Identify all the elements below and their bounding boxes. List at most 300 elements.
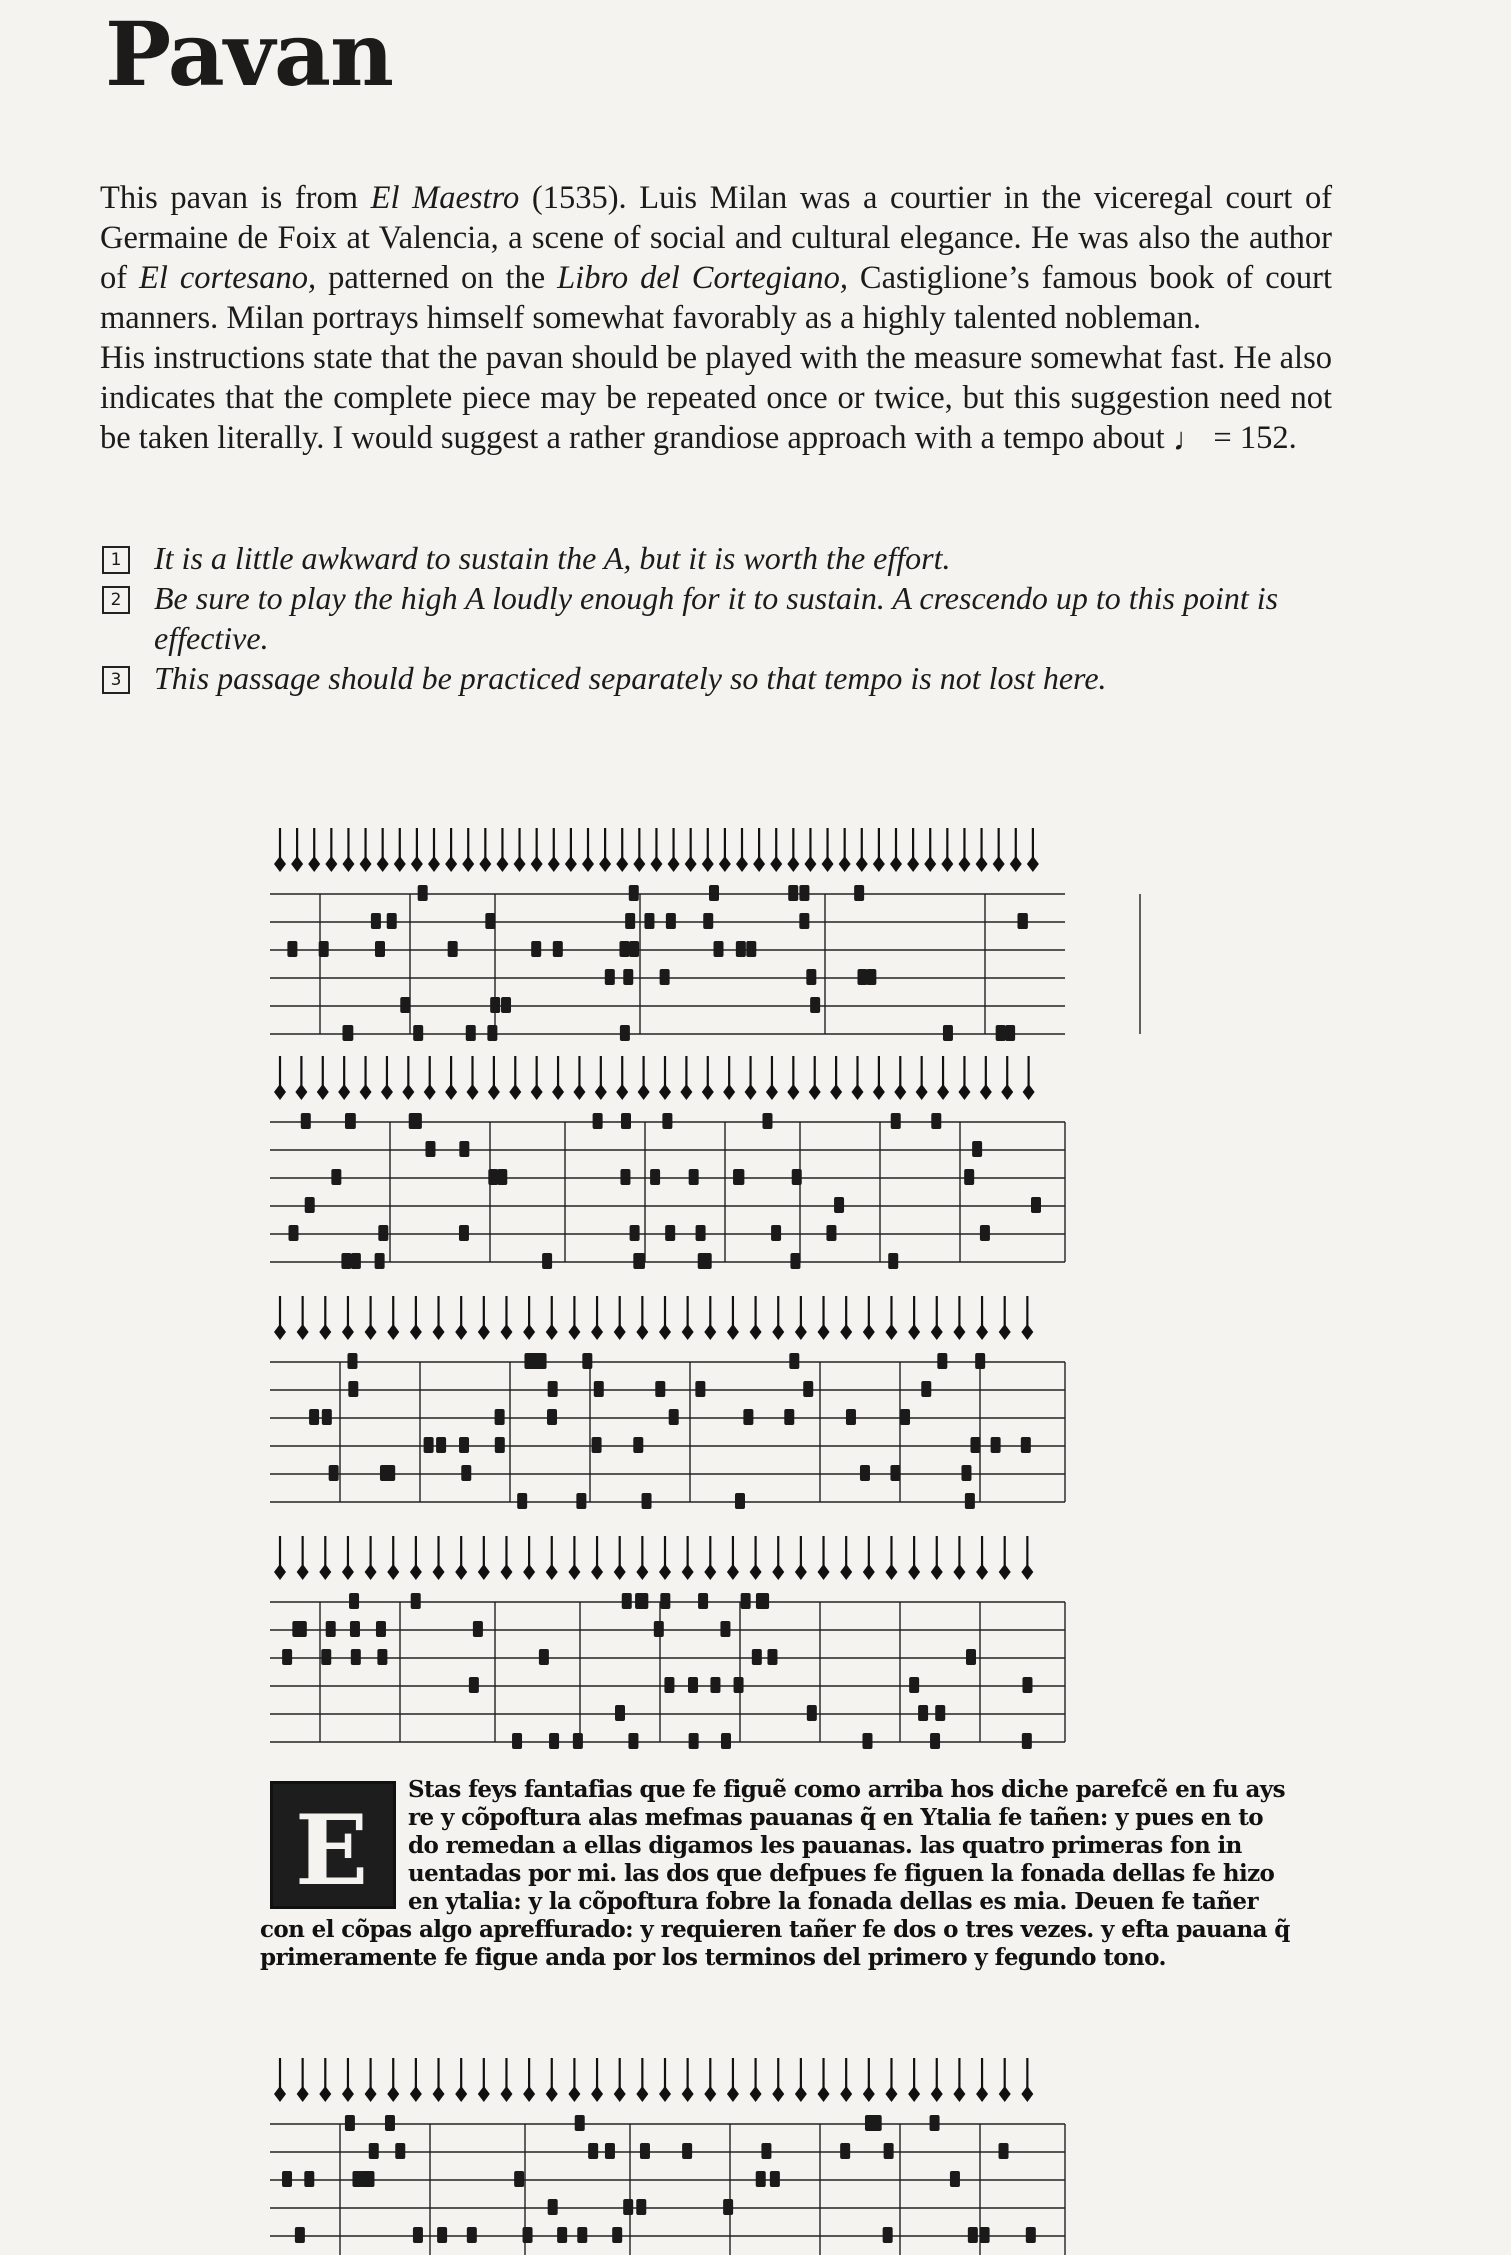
rhythm-head xyxy=(616,856,628,872)
fret-mark xyxy=(636,2199,646,2215)
fret-mark xyxy=(459,1141,469,1157)
fret-mark xyxy=(996,1025,1006,1041)
fret-mark xyxy=(810,997,820,1013)
rhythm-head xyxy=(840,1324,852,1340)
rhythm-head xyxy=(856,856,868,872)
fret-mark xyxy=(593,1113,603,1129)
rhythm-head xyxy=(319,1564,331,1580)
fret-mark xyxy=(806,969,816,985)
fret-mark xyxy=(576,1493,586,1509)
fret-mark xyxy=(350,1621,360,1637)
rhythm-head xyxy=(297,1324,309,1340)
fret-mark xyxy=(688,1677,698,1693)
fret-mark xyxy=(872,2115,882,2131)
rhythm-head xyxy=(478,2086,490,2102)
rhythm-head xyxy=(410,1324,422,1340)
fret-mark xyxy=(743,1409,753,1425)
rhythm-head xyxy=(873,1084,885,1100)
rhythm-head xyxy=(980,1084,992,1100)
fret-mark xyxy=(909,1677,919,1693)
fret-mark xyxy=(459,1437,469,1453)
fret-mark xyxy=(630,1225,640,1241)
rhythm-head xyxy=(342,2086,354,2102)
fret-mark xyxy=(573,1733,583,1749)
rhythm-head xyxy=(394,856,406,872)
rhythm-head xyxy=(993,856,1005,872)
rhythm-head xyxy=(387,1564,399,1580)
rhythm-head xyxy=(342,1324,354,1340)
tablature-image xyxy=(260,822,1290,2242)
fret-mark xyxy=(698,1593,708,1609)
fret-mark xyxy=(467,2227,477,2243)
rhythm-head xyxy=(410,1564,422,1580)
fret-mark xyxy=(650,1169,660,1185)
fret-mark xyxy=(395,2143,405,2159)
fret-mark xyxy=(346,1113,356,1129)
fret-mark xyxy=(424,1437,434,1453)
fret-mark xyxy=(1017,913,1027,929)
fret-mark xyxy=(495,1437,505,1453)
rhythm-head xyxy=(433,2086,445,2102)
fret-mark xyxy=(682,2143,692,2159)
fret-mark xyxy=(1021,1437,1031,1453)
fret-mark xyxy=(361,2171,371,2187)
rhythm-head xyxy=(614,2086,626,2102)
fret-mark xyxy=(282,2171,292,2187)
rhythm-head xyxy=(804,856,816,872)
rhythm-head xyxy=(727,1564,739,1580)
fret-mark xyxy=(547,1409,557,1425)
fret-mark xyxy=(980,2227,990,2243)
fret-mark xyxy=(884,2143,894,2159)
fret-mark xyxy=(619,941,629,957)
fret-mark xyxy=(792,1169,802,1185)
fret-mark xyxy=(377,1649,387,1665)
rhythm-head xyxy=(360,856,372,872)
rhythm-head xyxy=(565,856,577,872)
rhythm-head xyxy=(908,1564,920,1580)
rhythm-head xyxy=(568,1324,580,1340)
fret-mark xyxy=(964,1169,974,1185)
fret-mark xyxy=(921,1381,931,1397)
fret-mark xyxy=(425,1141,435,1157)
rhythm-head xyxy=(433,1564,445,1580)
fret-mark xyxy=(710,1677,720,1693)
fret-mark xyxy=(965,1493,975,1509)
fret-mark xyxy=(734,1677,744,1693)
rhythm-head xyxy=(325,856,337,872)
rhythm-head xyxy=(908,2086,920,2102)
fret-mark xyxy=(577,2227,587,2243)
fret-mark xyxy=(345,2115,355,2131)
rhythm-head xyxy=(633,856,645,872)
rhythm-head xyxy=(365,1564,377,1580)
rhythm-head xyxy=(595,1084,607,1100)
rhythm-head xyxy=(274,856,286,872)
rhythm-head xyxy=(360,1084,372,1100)
rhythm-head xyxy=(1001,1084,1013,1100)
fret-mark xyxy=(512,1733,522,1749)
fret-mark xyxy=(991,1437,1001,1453)
performance-notes xyxy=(100,538,1332,698)
rhythm-head xyxy=(976,856,988,872)
fret-mark xyxy=(369,2143,379,2159)
rhythm-head xyxy=(659,1324,671,1340)
rhythm-head xyxy=(614,1564,626,1580)
fret-mark xyxy=(409,1113,419,1129)
fret-mark xyxy=(621,1113,631,1129)
rhythm-head xyxy=(591,2086,603,2102)
decorated-initial: E xyxy=(270,1781,396,1909)
fret-mark xyxy=(605,969,615,985)
rhythm-head xyxy=(500,1564,512,1580)
rhythm-head xyxy=(719,856,731,872)
fret-mark xyxy=(746,941,756,957)
rhythm-head xyxy=(319,2086,331,2102)
rhythm-head xyxy=(462,856,474,872)
rhythm-head xyxy=(636,1324,648,1340)
fret-mark xyxy=(696,1225,706,1241)
fret-mark xyxy=(623,969,633,985)
rhythm-head xyxy=(523,1324,535,1340)
fret-mark xyxy=(385,2115,395,2131)
rhythm-head xyxy=(1021,2086,1033,2102)
rhythm-head xyxy=(295,1084,307,1100)
fret-mark xyxy=(553,941,563,957)
fret-mark xyxy=(799,913,809,929)
fret-mark xyxy=(980,1225,990,1241)
rhythm-head xyxy=(377,856,389,872)
rhythm-head xyxy=(659,1084,671,1100)
rhythm-head xyxy=(523,2086,535,2102)
fret-mark xyxy=(615,1705,625,1721)
fret-mark xyxy=(487,1025,497,1041)
fret-mark xyxy=(891,1113,901,1129)
note-2: 2 Be sure to play the high A loudly enough for it to sustain. A crescendo up to this point is effective. xyxy=(100,578,1332,658)
fret-mark xyxy=(629,885,639,901)
gothic-paragraph: Stas feys fantafias que fe figuẽ como arriba hos diche parefcẽ en fu ays re y cõpoftura alas mefmas pauanas q̃ en Ytalia fe tañen: y pues en to do remedan a ellas digamos les pauanas. las quatro primeras fon in uentadas por mi. las dos que defpues fe figuen la fonada dellas fe hizo en ytalia: y la cõpoftura fobre la fonada dellas es mia. Deuen fe tañer con el cõpas algo apreffurado: y requieren tañer fe dos o tres vezes. y efta pauana q̃ primeramente fe figue anda por los terminos del primero y fegundo tono. xyxy=(260,1776,1290,1971)
rhythm-head xyxy=(531,856,543,872)
rhythm-head xyxy=(704,1324,716,1340)
rhythm-head xyxy=(840,2086,852,2102)
fret-mark xyxy=(695,1381,705,1397)
rhythm-head xyxy=(500,1324,512,1340)
rhythm-head xyxy=(614,1324,626,1340)
rhythm-head xyxy=(500,2086,512,2102)
fret-mark xyxy=(490,997,500,1013)
fret-mark xyxy=(644,913,654,929)
tablature-facsimile xyxy=(260,822,1290,2242)
rhythm-head xyxy=(976,2086,988,2102)
fret-mark xyxy=(517,1493,527,1509)
rhythm-head xyxy=(424,1084,436,1100)
fret-mark xyxy=(931,1113,941,1129)
rhythm-head xyxy=(1021,1324,1033,1340)
rhythm-head xyxy=(682,1564,694,1580)
rhythm-head xyxy=(365,2086,377,2102)
rhythm-head xyxy=(381,1084,393,1100)
fret-mark xyxy=(488,1169,498,1185)
note-3: 3 This passage should be practiced separately so that tempo is not lost here. xyxy=(100,658,1332,698)
rhythm-head xyxy=(1021,1564,1033,1580)
fret-mark xyxy=(348,1381,358,1397)
fret-mark xyxy=(1022,1733,1032,1749)
fret-mark xyxy=(950,2171,960,2187)
fret-mark xyxy=(799,885,809,901)
rhythm-head xyxy=(809,1084,821,1100)
fret-mark xyxy=(469,1677,479,1693)
rhythm-head xyxy=(999,1564,1011,1580)
fret-mark xyxy=(629,941,639,957)
fret-mark xyxy=(400,997,410,1013)
rhythm-head xyxy=(342,1564,354,1580)
fret-mark xyxy=(943,1025,953,1041)
rhythm-head xyxy=(548,856,560,872)
fret-mark xyxy=(1022,1677,1032,1693)
fret-mark xyxy=(625,913,635,929)
rhythm-head xyxy=(274,2086,286,2102)
rhythm-head xyxy=(685,856,697,872)
fret-mark xyxy=(735,1493,745,1509)
fret-mark xyxy=(557,2227,567,2243)
rhythm-head xyxy=(387,1324,399,1340)
fret-mark xyxy=(514,2171,524,2187)
note-number-box: 2 xyxy=(102,586,130,614)
fret-mark xyxy=(888,1253,898,1269)
fret-mark xyxy=(857,969,867,985)
fret-mark xyxy=(292,1621,302,1637)
intro-text xyxy=(100,178,1332,458)
rhythm-head xyxy=(753,856,765,872)
rhythm-head xyxy=(890,856,902,872)
rhythm-head xyxy=(894,1084,906,1100)
rhythm-head xyxy=(1023,1084,1035,1100)
rhythm-head xyxy=(795,1324,807,1340)
fret-mark xyxy=(384,1465,394,1481)
fret-mark xyxy=(620,1169,630,1185)
rhythm-head xyxy=(568,1564,580,1580)
rhythm-head xyxy=(818,1564,830,1580)
fret-mark xyxy=(548,1381,558,1397)
fret-mark xyxy=(999,2143,1009,2159)
fret-mark xyxy=(883,2227,893,2243)
rhythm-head xyxy=(338,1084,350,1100)
rhythm-head xyxy=(342,856,354,872)
rhythm-head xyxy=(908,1324,920,1340)
rhythm-head xyxy=(591,1564,603,1580)
fret-mark xyxy=(723,2199,733,2215)
fret-mark xyxy=(592,1437,602,1453)
fret-mark xyxy=(548,2199,558,2215)
fret-mark xyxy=(866,969,876,985)
fret-mark xyxy=(807,1705,817,1721)
fret-mark xyxy=(890,1465,900,1481)
rhythm-head xyxy=(274,1564,286,1580)
fret-mark xyxy=(347,1353,357,1369)
fret-mark xyxy=(539,1649,549,1665)
fret-mark xyxy=(788,885,798,901)
fret-mark xyxy=(789,1353,799,1369)
fret-mark xyxy=(495,1409,505,1425)
fret-mark xyxy=(375,941,385,957)
fret-mark xyxy=(771,1225,781,1241)
fret-mark xyxy=(756,1593,766,1609)
fret-mark xyxy=(790,1253,800,1269)
fret-mark xyxy=(834,1197,844,1213)
fret-mark xyxy=(761,2143,771,2159)
fret-mark xyxy=(970,1437,980,1453)
rhythm-head xyxy=(479,856,491,872)
fret-mark xyxy=(937,1353,947,1369)
fret-mark xyxy=(605,2143,615,2159)
fret-mark xyxy=(666,913,676,929)
fret-mark xyxy=(622,1593,632,1609)
fret-mark xyxy=(662,1113,672,1129)
rhythm-head xyxy=(488,1084,500,1100)
fret-mark xyxy=(448,941,458,957)
fret-mark xyxy=(375,1253,385,1269)
rhythm-head xyxy=(496,856,508,872)
fret-mark xyxy=(961,1465,971,1481)
fret-mark xyxy=(466,1025,476,1041)
rhythm-head xyxy=(274,1324,286,1340)
rhythm-head xyxy=(727,1324,739,1340)
rhythm-head xyxy=(924,856,936,872)
rhythm-head xyxy=(999,2086,1011,2102)
rhythm-head xyxy=(365,1324,377,1340)
note-number-box: 3 xyxy=(102,666,130,694)
rhythm-head xyxy=(478,1324,490,1340)
rhythm-head xyxy=(411,856,423,872)
paragraph-2: His instructions state that the pavan should be played with the measure somewhat fast. He also indicates that the complete piece may be repeated once or twice, but this suggestion need not be taken literally. I would suggest a rather grandiose approach with a tempo about ♩ = 152. xyxy=(100,340,1332,458)
fret-mark xyxy=(329,1465,339,1481)
fret-mark xyxy=(654,1621,664,1637)
rhythm-head xyxy=(885,1564,897,1580)
rhythm-head xyxy=(795,1564,807,1580)
fret-mark xyxy=(575,2115,585,2131)
rhythm-head xyxy=(873,856,885,872)
fret-mark xyxy=(660,969,670,985)
rhythm-head xyxy=(863,1324,875,1340)
rhythm-head xyxy=(445,856,457,872)
rhythm-head xyxy=(680,1084,692,1100)
fret-mark xyxy=(665,1225,675,1241)
fret-mark xyxy=(305,1197,315,1213)
fret-mark xyxy=(289,1225,299,1241)
rhythm-head xyxy=(702,1084,714,1100)
fret-mark xyxy=(582,1353,592,1369)
rhythm-head xyxy=(931,1564,943,1580)
fret-mark xyxy=(826,1225,836,1241)
fret-mark xyxy=(741,1593,751,1609)
rhythm-head xyxy=(818,2086,830,2102)
rhythm-head xyxy=(297,2086,309,2102)
fret-mark xyxy=(1026,2227,1036,2243)
fret-mark xyxy=(762,1113,772,1129)
fret-mark xyxy=(854,885,864,901)
rhythm-head xyxy=(931,1324,943,1340)
rhythm-head xyxy=(750,2086,762,2102)
rhythm-head xyxy=(704,2086,716,2102)
rhythm-head xyxy=(509,1084,521,1100)
rhythm-head xyxy=(1027,856,1039,872)
fret-mark xyxy=(413,1025,423,1041)
rhythm-head xyxy=(941,856,953,872)
rhythm-head xyxy=(840,1564,852,1580)
fret-mark xyxy=(349,1593,359,1609)
fret-mark xyxy=(309,1409,319,1425)
fret-mark xyxy=(304,2171,314,2187)
rhythm-head xyxy=(317,1084,329,1100)
fret-mark xyxy=(930,1733,940,1749)
rhythm-head xyxy=(750,1324,762,1340)
rhythm-head xyxy=(308,856,320,872)
fret-mark xyxy=(669,1409,679,1425)
rhythm-head xyxy=(573,1084,585,1100)
rhythm-head xyxy=(668,856,680,872)
fret-mark xyxy=(497,1169,507,1185)
fret-mark xyxy=(930,2115,940,2131)
fret-mark xyxy=(702,1253,712,1269)
fret-mark xyxy=(968,2227,978,2243)
rhythm-head xyxy=(863,1564,875,1580)
rhythm-head xyxy=(1010,856,1022,872)
note-number-box: 1 xyxy=(102,546,130,574)
rhythm-head xyxy=(907,856,919,872)
fret-mark xyxy=(531,941,541,957)
rhythm-head xyxy=(830,1084,842,1100)
fret-mark xyxy=(376,1621,386,1637)
fret-mark xyxy=(635,1593,645,1609)
fret-mark xyxy=(784,1409,794,1425)
rhythm-head xyxy=(958,856,970,872)
rhythm-head xyxy=(650,856,662,872)
rhythm-head xyxy=(772,1324,784,1340)
rhythm-head xyxy=(953,1564,965,1580)
fret-mark xyxy=(628,1733,638,1749)
rhythm-head xyxy=(704,1564,716,1580)
rhythm-head xyxy=(546,1324,558,1340)
rhythm-head xyxy=(659,2086,671,2102)
rhythm-head xyxy=(916,1084,928,1100)
fret-mark xyxy=(343,1025,353,1041)
rhythm-head xyxy=(531,1084,543,1100)
fret-mark xyxy=(655,1381,665,1397)
rhythm-head xyxy=(953,1324,965,1340)
fret-mark xyxy=(620,1025,630,1041)
fret-mark xyxy=(640,2143,650,2159)
rhythm-head xyxy=(795,2086,807,2102)
fret-mark xyxy=(1031,1197,1041,1213)
fret-mark xyxy=(352,2171,362,2187)
rhythm-head xyxy=(455,1564,467,1580)
fret-mark xyxy=(709,885,719,901)
fret-mark xyxy=(436,1437,446,1453)
rhythm-head xyxy=(546,2086,558,2102)
fret-mark xyxy=(918,1705,928,1721)
rhythm-head xyxy=(616,1084,628,1100)
page-title: Pavan xyxy=(105,2,393,106)
rhythm-head xyxy=(839,856,851,872)
fret-mark xyxy=(767,1649,777,1665)
rhythm-head xyxy=(445,1084,457,1100)
rhythm-head xyxy=(976,1324,988,1340)
fret-mark xyxy=(862,1733,872,1749)
fret-mark xyxy=(860,1465,870,1481)
rhythm-head xyxy=(636,1564,648,1580)
fret-mark xyxy=(282,1649,292,1665)
rhythm-head xyxy=(787,856,799,872)
